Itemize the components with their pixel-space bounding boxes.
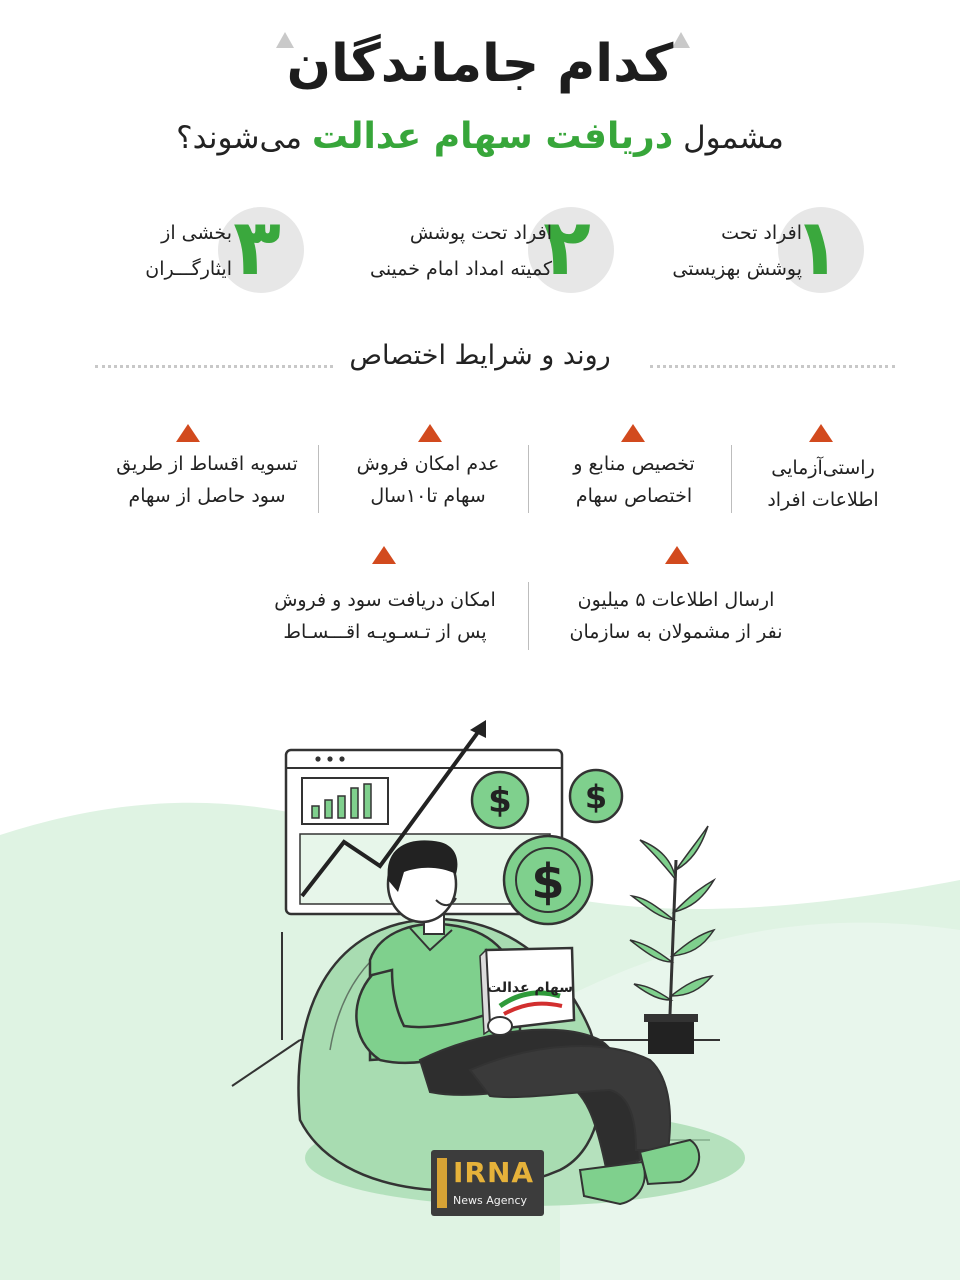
step-2-line1: تخصیص منابع و	[573, 453, 695, 475]
step-4-line1: تسویه اقساط از طریق	[116, 453, 298, 475]
group-1	[640, 205, 870, 295]
step-5-line2: نفر از مشمولان به سازمان	[569, 621, 783, 643]
step-6-line2: پس از تـسـویـه اقـــسـاط	[283, 621, 487, 643]
group-1-number: ۱	[793, 203, 841, 293]
step-4	[98, 448, 316, 512]
step-6-line1: امکان دریافت سود و فروش	[274, 589, 496, 611]
step-divider-1	[731, 445, 732, 513]
step-divider-3	[318, 445, 319, 513]
subtitle-before: مشمول	[683, 120, 784, 156]
step-3	[330, 448, 526, 512]
group-1-line1: افراد تحت	[721, 222, 802, 244]
group-1-text	[672, 215, 802, 287]
step-3-line2: سهام تا۱۰سال	[370, 485, 486, 507]
svg-text:$: $	[584, 778, 608, 816]
divider-right	[650, 365, 895, 368]
step-1-line1: راستی‌آزمایی	[771, 457, 875, 479]
logo-subtitle: News Agency	[453, 1194, 528, 1207]
section-heading: روند و شرایط اختصاص	[349, 340, 611, 371]
subtitle-after: می‌شوند؟	[176, 120, 302, 156]
group-2	[330, 205, 620, 295]
group-2-text	[370, 215, 552, 287]
book-title: سهام عدالت	[487, 980, 573, 996]
step-2	[540, 448, 728, 512]
step-5-marker-icon	[665, 546, 689, 564]
step-6	[245, 584, 525, 648]
svg-text:$: $	[488, 781, 512, 821]
group-1-line2: پوشش بهزیستی	[672, 258, 802, 280]
step-5-line1: ارسال اطلاعات ۵ میلیون	[577, 589, 775, 611]
step-3-marker-icon	[418, 424, 442, 442]
page-title: کدام جاماندگان	[286, 34, 674, 94]
step-divider-2	[528, 445, 529, 513]
step-1-marker-icon	[809, 424, 833, 442]
plant-icon	[630, 826, 714, 1054]
step-divider-4	[528, 582, 529, 650]
group-2-line1: افراد تحت پوشش	[409, 222, 552, 244]
svg-text:$: $	[531, 854, 565, 910]
step-3-line1: عدم امکان فروش	[356, 453, 500, 475]
step-2-marker-icon	[621, 424, 645, 442]
step-4-line2: سود حاصل از سهام	[128, 485, 286, 507]
group-3-text	[145, 215, 232, 287]
logo-name: IRNA	[453, 1156, 535, 1189]
group-3-number: ۳	[233, 203, 281, 293]
step-1-line2: اطلاعات افراد	[767, 489, 879, 511]
divider-left	[95, 365, 333, 368]
subtitle-highlight: دریافت سهام عدالت	[311, 116, 674, 157]
group-3-line2: ایثارگـــران	[145, 258, 232, 280]
step-6-marker-icon	[372, 546, 396, 564]
step-2-line2: اختصاص سهام	[575, 485, 693, 507]
group-2-line2: کمیته امداد امام خمینی	[369, 258, 552, 280]
step-5	[545, 584, 807, 648]
page-subtitle	[0, 116, 960, 157]
step-1	[748, 452, 898, 516]
group-3-line1: بخشی از	[161, 222, 232, 244]
group-3	[130, 205, 310, 295]
group-2-number: ۲	[543, 203, 591, 293]
logo-mark-icon	[437, 1158, 447, 1208]
irna-logo	[431, 1150, 544, 1216]
step-4-marker-icon	[176, 424, 200, 442]
